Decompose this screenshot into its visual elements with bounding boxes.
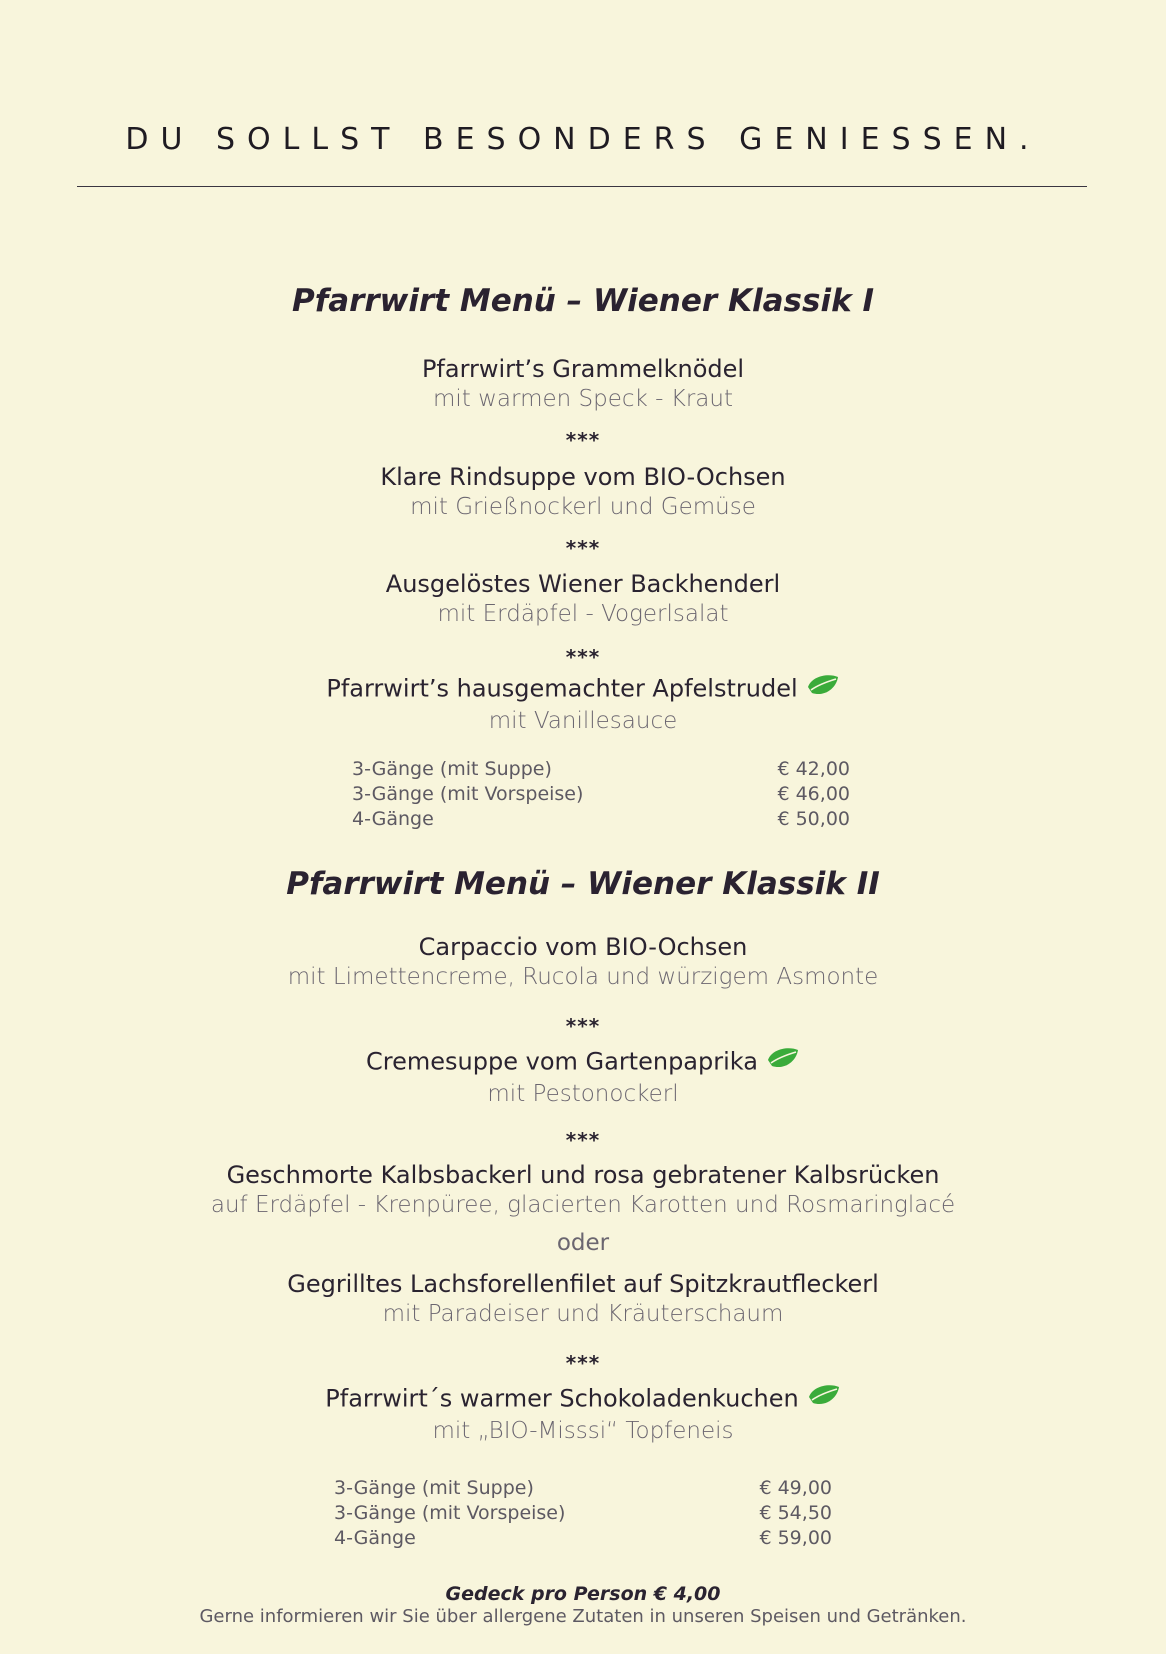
dish-name: Gegrilltes Lachsforellenfilet auf Spitzkrautfleckerl (287, 1270, 879, 1298)
course-separator: *** (565, 645, 601, 669)
dish-name: Pfarrwirt’s Grammelknödel (421, 355, 745, 383)
price-label: 4-Gänge (334, 1527, 416, 1549)
price-row (334, 1476, 832, 1501)
course-separator: *** (565, 1351, 601, 1375)
menu1-dish (0, 354, 1166, 414)
leaf-icon (807, 1383, 841, 1416)
dish-name-row (0, 673, 1166, 706)
dish-name: Pfarrwirt’s hausgemachter Apfelstrudel (326, 674, 798, 703)
dish-name: Cremesuppe vom Gartenpaprika (366, 1047, 758, 1076)
price-label: 3-Gänge (mit Suppe) (352, 758, 552, 780)
price-value: € 50,00 (777, 808, 850, 830)
menu2-dish (0, 1383, 1166, 1446)
dish-name: Geschmorte Kalbsbackerl und rosa gebratener Kalbsrücken (226, 1161, 940, 1189)
menu2-heading (0, 866, 1166, 902)
dish-name-row (0, 1046, 1166, 1079)
dish-description: mit warmen Speck - Kraut (433, 386, 733, 412)
allergen-note: Gerne informieren wir Sie über allergene Zutaten in unseren Speisen und Getränken. (199, 1606, 967, 1627)
dish-description: mit Pestonockerl (487, 1081, 679, 1107)
dish-description: mit Paradeiser und Kräuterschaum (382, 1301, 784, 1327)
menu1-dish (0, 569, 1166, 629)
menu2-dish (0, 1160, 1166, 1220)
dish-description: mit Vanillesauce (488, 708, 678, 734)
menu1-price-list (352, 757, 850, 832)
course-separator: *** (565, 1128, 601, 1152)
menu2-dish (0, 1269, 1166, 1329)
dish-description: mit Limettencreme, Rucola und würzigem Asmonte (287, 964, 879, 990)
price-value: € 42,00 (777, 758, 850, 780)
cover-charge: Gedeck pro Person € 4,00 (445, 1583, 721, 1605)
alternative-label: oder (556, 1230, 610, 1256)
leaf-icon (806, 673, 840, 706)
menu2-dish (0, 1046, 1166, 1109)
price-value: € 49,00 (759, 1477, 832, 1499)
dish-description: mit Erdäpfel - Vogerlsalat (437, 601, 729, 627)
dish-name: Pfarrwirt´s warmer Schokoladenkuchen (325, 1384, 799, 1413)
price-row (334, 1501, 832, 1526)
dish-name: Klare Rindsuppe vom BIO-Ochsen (380, 463, 786, 491)
dish-description: auf Erdäpfel - Krenpüree, glacierten Karotten und Rosmaringlacé (210, 1192, 956, 1218)
dish-name-row (0, 1383, 1166, 1416)
menu2-title: Pfarrwirt Menü – Wiener Klassik II (286, 866, 880, 902)
price-row (352, 782, 850, 807)
dish-description: mit Grießnockerl und Gemüse (410, 494, 756, 520)
menu1-dish (0, 673, 1166, 736)
page-title: DU SOLLST BESONDERS GENIESSEN. (125, 122, 1041, 157)
menu2-dish (0, 932, 1166, 992)
menu1-heading (0, 283, 1166, 319)
leaf-icon (766, 1046, 800, 1079)
course-separator: *** (565, 536, 601, 560)
price-value: € 46,00 (777, 783, 850, 805)
menu1-title: Pfarrwirt Menü – Wiener Klassik I (291, 283, 875, 319)
price-label: 3-Gänge (mit Vorspeise) (334, 1502, 566, 1524)
price-label: 3-Gänge (mit Vorspeise) (352, 783, 584, 805)
dish-name: Carpaccio vom BIO-Ochsen (418, 933, 748, 961)
menu2-price-list (334, 1476, 832, 1551)
price-label: 4-Gänge (352, 808, 434, 830)
price-label: 3-Gänge (mit Suppe) (334, 1477, 534, 1499)
course-separator: *** (565, 428, 601, 452)
price-value: € 59,00 (759, 1527, 832, 1549)
price-row (334, 1526, 832, 1551)
header-divider (77, 186, 1087, 187)
dish-name: Ausgelöstes Wiener Backhenderl (385, 570, 781, 598)
menu1-dish (0, 462, 1166, 522)
dish-description: mit „BIO-Misssi“ Topfeneis (432, 1418, 734, 1444)
price-row (352, 757, 850, 782)
price-row (352, 807, 850, 832)
course-separator: *** (565, 1014, 601, 1038)
price-value: € 54,50 (759, 1502, 832, 1524)
